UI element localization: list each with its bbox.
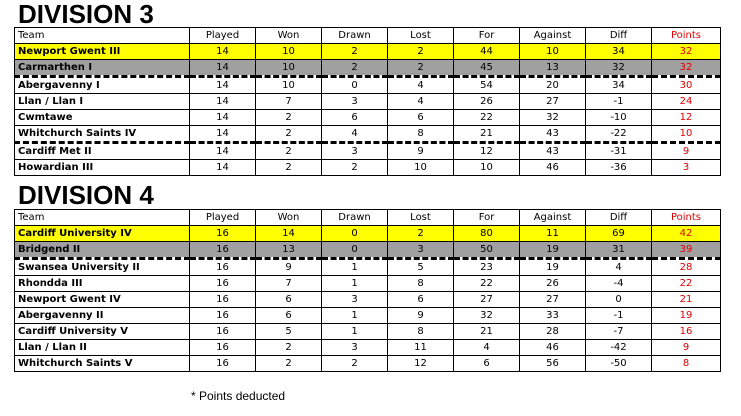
team-name: Howardian III [15, 160, 190, 176]
points-cell: 19 [652, 308, 721, 324]
won-cell: 10 [256, 44, 322, 60]
points-cell: 16 [652, 324, 721, 340]
won-cell: 6 [256, 292, 322, 308]
points-cell: 30 [652, 77, 721, 94]
played-cell: 16 [190, 292, 256, 308]
diff-cell: -31 [586, 143, 652, 160]
points-cell: 22 [652, 276, 721, 292]
for-cell: 26 [454, 94, 520, 110]
won-cell: 2 [256, 160, 322, 176]
diff-cell: -1 [586, 94, 652, 110]
against-cell: 19 [520, 259, 586, 276]
points-cell: 32 [652, 60, 721, 77]
diff-cell: -7 [586, 324, 652, 340]
drawn-cell: 2 [322, 60, 388, 77]
table-row [15, 324, 721, 340]
lost-cell: 3 [388, 242, 454, 259]
won-cell: 2 [256, 143, 322, 160]
points-cell: 24 [652, 94, 721, 110]
lost-cell: 6 [388, 110, 454, 126]
against-cell: 26 [520, 276, 586, 292]
points-cell: 39 [652, 242, 721, 259]
for-cell: 44 [454, 44, 520, 60]
col-header-against: Against [520, 210, 586, 226]
table-row [15, 77, 721, 94]
points-cell: 9 [652, 143, 721, 160]
for-cell: 32 [454, 308, 520, 324]
played-cell: 14 [190, 143, 256, 160]
against-cell: 27 [520, 94, 586, 110]
diff-cell: 34 [586, 77, 652, 94]
col-header-won: Won [256, 28, 322, 44]
for-cell: 45 [454, 60, 520, 77]
against-cell: 11 [520, 226, 586, 242]
played-cell: 14 [190, 110, 256, 126]
points-cell: 21 [652, 292, 721, 308]
lost-cell: 9 [388, 143, 454, 160]
against-cell: 46 [520, 340, 586, 356]
table-row [15, 292, 721, 308]
col-header-diff: Diff [586, 28, 652, 44]
won-cell: 10 [256, 60, 322, 77]
for-cell: 80 [454, 226, 520, 242]
for-cell: 50 [454, 242, 520, 259]
won-cell: 2 [256, 126, 322, 143]
lost-cell: 5 [388, 259, 454, 276]
lost-cell: 8 [388, 324, 454, 340]
team-name: Llan / Llan II [15, 340, 190, 356]
played-cell: 14 [190, 77, 256, 94]
against-cell: 20 [520, 77, 586, 94]
diff-cell: 0 [586, 292, 652, 308]
col-header-drawn: Drawn [322, 210, 388, 226]
team-name: Cwmtawe [15, 110, 190, 126]
drawn-cell: 2 [322, 160, 388, 176]
drawn-cell: 6 [322, 110, 388, 126]
team-name: Bridgend II [15, 242, 190, 259]
drawn-cell: 3 [322, 340, 388, 356]
played-cell: 16 [190, 340, 256, 356]
col-header-played: Played [190, 28, 256, 44]
lost-cell: 2 [388, 60, 454, 77]
lost-cell: 4 [388, 94, 454, 110]
against-cell: 28 [520, 324, 586, 340]
col-header-diff: Diff [586, 210, 652, 226]
table-row [15, 242, 721, 259]
diff-cell: 34 [586, 44, 652, 60]
table-row [15, 356, 721, 372]
played-cell: 14 [190, 94, 256, 110]
table-row [15, 44, 721, 60]
against-cell: 10 [520, 44, 586, 60]
played-cell: 14 [190, 160, 256, 176]
played-cell: 16 [190, 276, 256, 292]
against-cell: 13 [520, 60, 586, 77]
drawn-cell: 1 [322, 259, 388, 276]
won-cell: 6 [256, 308, 322, 324]
points-cell: 32 [652, 44, 721, 60]
table-row [15, 226, 721, 242]
drawn-cell: 3 [322, 94, 388, 110]
points-deducted-footnote: * Points deducted [191, 389, 286, 403]
for-cell: 12 [454, 143, 520, 160]
diff-cell: 32 [586, 60, 652, 77]
drawn-cell: 1 [322, 276, 388, 292]
diff-cell: 4 [586, 259, 652, 276]
col-header-for: For [454, 210, 520, 226]
points-cell: 10 [652, 126, 721, 143]
won-cell: 5 [256, 324, 322, 340]
won-cell: 7 [256, 94, 322, 110]
table-row [15, 94, 721, 110]
col-header-points: Points [652, 28, 721, 44]
played-cell: 16 [190, 324, 256, 340]
for-cell: 10 [454, 160, 520, 176]
played-cell: 16 [190, 308, 256, 324]
against-cell: 56 [520, 356, 586, 372]
diff-cell: 69 [586, 226, 652, 242]
for-cell: 21 [454, 126, 520, 143]
against-cell: 43 [520, 126, 586, 143]
drawn-cell: 1 [322, 324, 388, 340]
table-row [15, 259, 721, 276]
played-cell: 16 [190, 259, 256, 276]
won-cell: 14 [256, 226, 322, 242]
drawn-cell: 0 [322, 242, 388, 259]
table-row [15, 60, 721, 77]
table-row [15, 143, 721, 160]
table-row [15, 110, 721, 126]
diff-cell: -1 [586, 308, 652, 324]
team-name: Cardiff University V [15, 324, 190, 340]
diff-cell: -22 [586, 126, 652, 143]
won-cell: 2 [256, 110, 322, 126]
for-cell: 22 [454, 110, 520, 126]
played-cell: 14 [190, 126, 256, 143]
points-cell: 3 [652, 160, 721, 176]
played-cell: 16 [190, 226, 256, 242]
col-header-won: Won [256, 210, 322, 226]
lost-cell: 11 [388, 340, 454, 356]
division-3-table [14, 27, 721, 176]
won-cell: 13 [256, 242, 322, 259]
col-header-for: For [454, 28, 520, 44]
drawn-cell: 3 [322, 292, 388, 308]
table-row [15, 340, 721, 356]
lost-cell: 4 [388, 77, 454, 94]
diff-cell: -4 [586, 276, 652, 292]
points-cell: 28 [652, 259, 721, 276]
points-cell: 8 [652, 356, 721, 372]
team-name: Swansea University II [15, 259, 190, 276]
drawn-cell: 3 [322, 143, 388, 160]
col-header-lost: Lost [388, 28, 454, 44]
against-cell: 43 [520, 143, 586, 160]
team-name: Whitchurch Saints IV [15, 126, 190, 143]
for-cell: 54 [454, 77, 520, 94]
col-header-team: Team [15, 210, 190, 226]
diff-cell: -10 [586, 110, 652, 126]
drawn-cell: 0 [322, 226, 388, 242]
team-name: Newport Gwent III [15, 44, 190, 60]
table-row [15, 276, 721, 292]
won-cell: 2 [256, 356, 322, 372]
against-cell: 19 [520, 242, 586, 259]
team-name: Whitchurch Saints V [15, 356, 190, 372]
won-cell: 10 [256, 77, 322, 94]
team-name: Llan / Llan I [15, 94, 190, 110]
table-row [15, 126, 721, 143]
team-name: Newport Gwent IV [15, 292, 190, 308]
lost-cell: 8 [388, 126, 454, 143]
team-name: Rhondda III [15, 276, 190, 292]
team-name: Cardiff Met II [15, 143, 190, 160]
diff-cell: -36 [586, 160, 652, 176]
points-cell: 9 [652, 340, 721, 356]
team-name: Cardiff University IV [15, 226, 190, 242]
col-header-against: Against [520, 28, 586, 44]
col-header-lost: Lost [388, 210, 454, 226]
drawn-cell: 2 [322, 356, 388, 372]
lost-cell: 9 [388, 308, 454, 324]
table-header-row [15, 28, 721, 44]
points-cell: 42 [652, 226, 721, 242]
for-cell: 4 [454, 340, 520, 356]
table-row [15, 160, 721, 176]
won-cell: 9 [256, 259, 322, 276]
against-cell: 27 [520, 292, 586, 308]
division-3-title: DIVISION 3 [18, 0, 154, 29]
team-name: Abergavenny I [15, 77, 190, 94]
lost-cell: 12 [388, 356, 454, 372]
drawn-cell: 1 [322, 308, 388, 324]
against-cell: 46 [520, 160, 586, 176]
col-header-played: Played [190, 210, 256, 226]
played-cell: 14 [190, 60, 256, 77]
for-cell: 6 [454, 356, 520, 372]
diff-cell: -42 [586, 340, 652, 356]
division-4-title: DIVISION 4 [18, 180, 154, 210]
drawn-cell: 2 [322, 44, 388, 60]
team-name: Carmarthen I [15, 60, 190, 77]
col-header-team: Team [15, 28, 190, 44]
diff-cell: -50 [586, 356, 652, 372]
diff-cell: 31 [586, 242, 652, 259]
played-cell: 16 [190, 242, 256, 259]
played-cell: 16 [190, 356, 256, 372]
col-header-drawn: Drawn [322, 28, 388, 44]
team-name: Abergavenny II [15, 308, 190, 324]
won-cell: 7 [256, 276, 322, 292]
won-cell: 2 [256, 340, 322, 356]
against-cell: 33 [520, 308, 586, 324]
table-row [15, 308, 721, 324]
for-cell: 21 [454, 324, 520, 340]
lost-cell: 10 [388, 160, 454, 176]
lost-cell: 6 [388, 292, 454, 308]
lost-cell: 8 [388, 276, 454, 292]
played-cell: 14 [190, 44, 256, 60]
points-cell: 12 [652, 110, 721, 126]
col-header-points: Points [652, 210, 721, 226]
drawn-cell: 4 [322, 126, 388, 143]
lost-cell: 2 [388, 226, 454, 242]
lost-cell: 2 [388, 44, 454, 60]
drawn-cell: 0 [322, 77, 388, 94]
for-cell: 22 [454, 276, 520, 292]
table-header-row [15, 210, 721, 226]
against-cell: 32 [520, 110, 586, 126]
for-cell: 27 [454, 292, 520, 308]
division-4-table [14, 209, 721, 372]
for-cell: 23 [454, 259, 520, 276]
